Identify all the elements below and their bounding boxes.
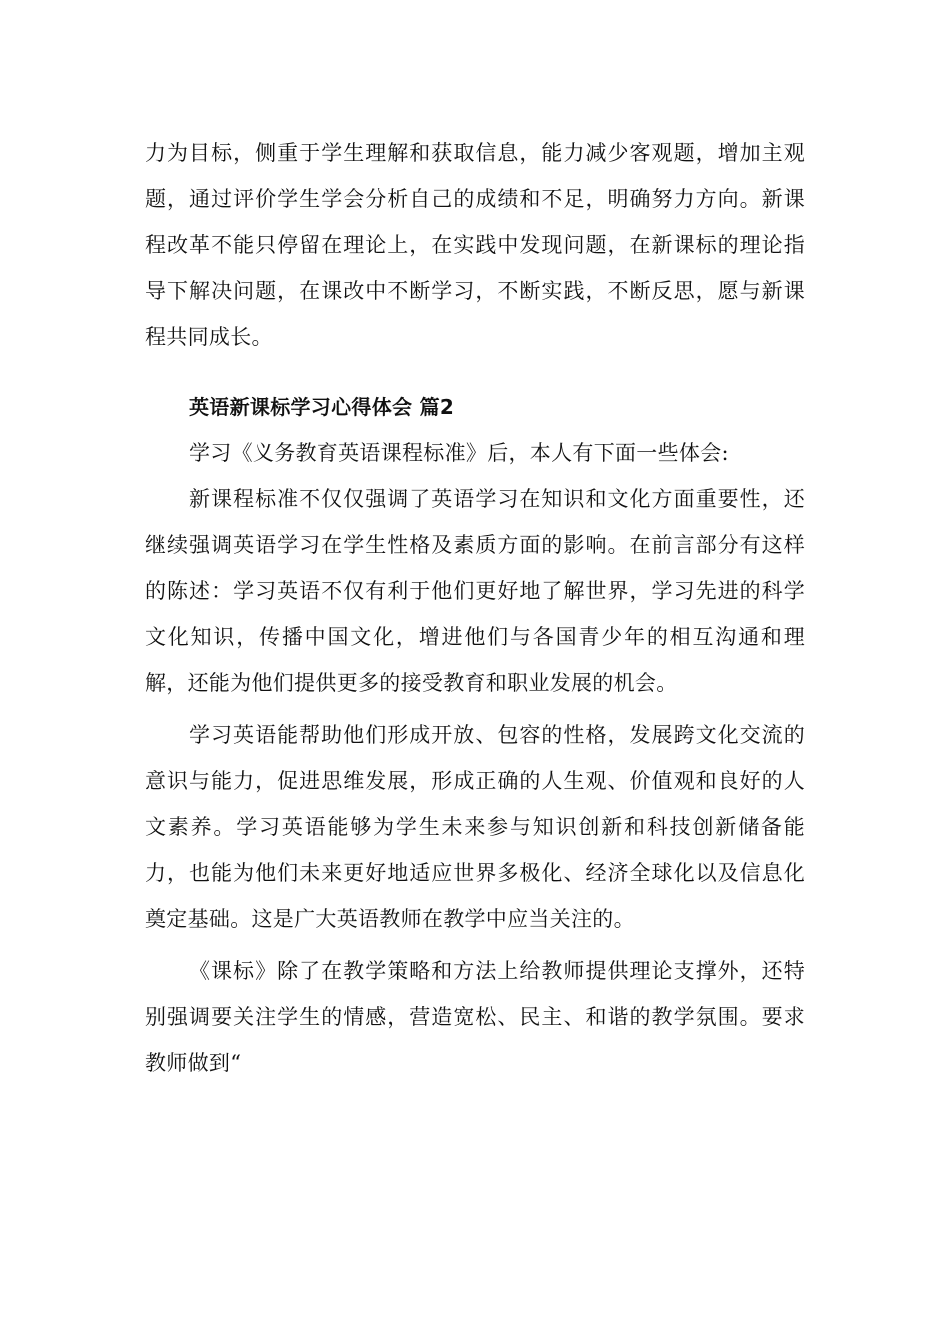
document-body	[145, 130, 805, 1086]
paragraph-1: 学习《义务教育英语课程标准》后，本人有下面一些体会:	[189, 441, 729, 465]
paragraph-3: 学习英语能帮助他们形成开放、包容的性格，发展跨文化交流的意识与能力，促进思维发展，形成正确的人生观、价值观和良好的人文素养。学习英语能够为学生未来参与知识创新和科技创新储备能力，也能为他们未来更好地适应世界多极化、经济全球化以及信息化奠定基础。这是广大英语教师在教学中应当关注的。	[145, 723, 805, 931]
section-heading: 英语新课标学习心得体会 篇2	[189, 395, 455, 419]
intro-paragraph: 力为目标，侧重于学生理解和获取信息，能力减少客观题，增加主观题，通过评价学生学会分析自己的成绩和不足，明确努力方向。新课程改革不能只停留在理论上，在实践中发现问题，在新课标的理论指导下解决问题，在课改中不断学习，不断实践，不断反思，愿与新课程共同成长。	[145, 141, 805, 349]
paragraph-2: 新课程标准不仅仅强调了英语学习在知识和文化方面重要性，还继续强调英语学习在学生性格及素质方面的影响。在前言部分有这样的陈述：学习英语不仅有利于他们更好地了解世界，学习先进的科学文化知识，传播中国文化，增进他们与各国青少年的相互沟通和理解，还能为他们提供更多的接受教育和职业发展的机会。	[145, 487, 805, 695]
paragraph-4: 《课标》除了在教学策略和方法上给教师提供理论支撑外，还特别强调要关注学生的情感，营造宽松、民主、和谐的教学氛围。要求教师做到“	[145, 959, 805, 1075]
